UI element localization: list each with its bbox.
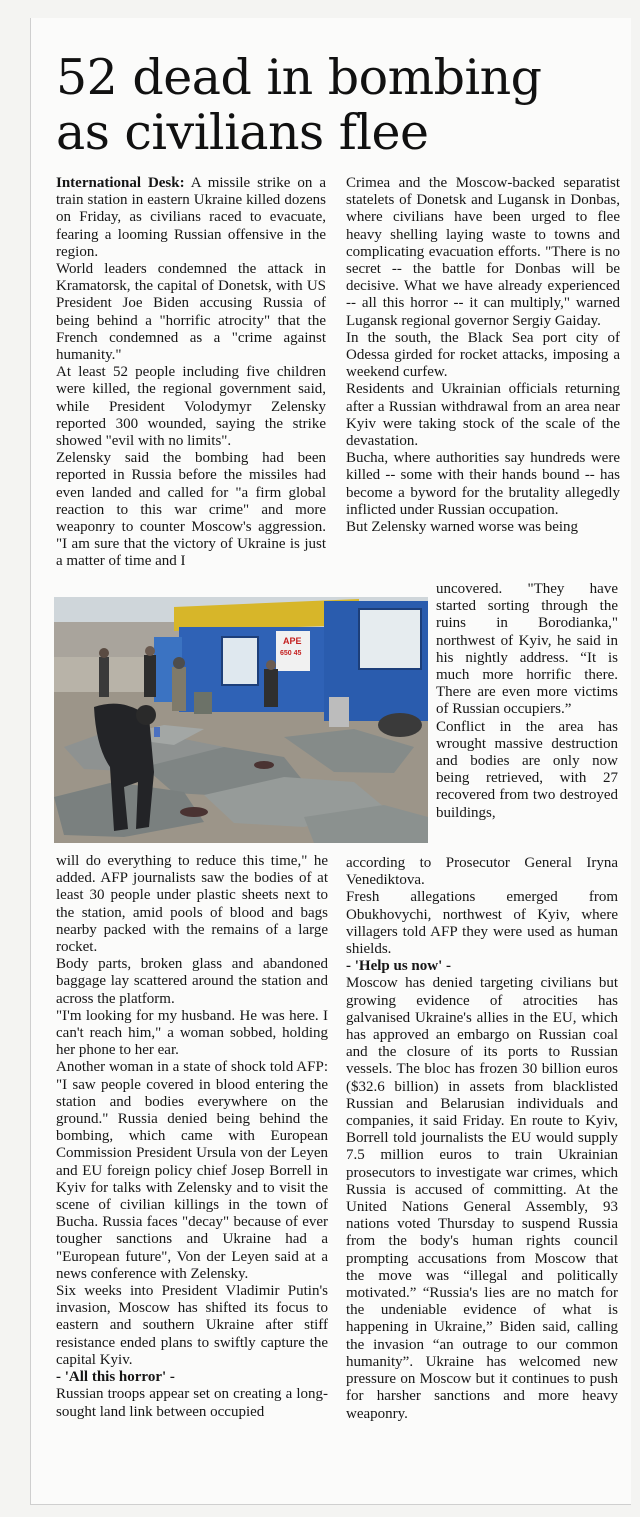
- headline-line-2: as civilians flee: [56, 104, 429, 161]
- column-2-beside-photo: [436, 581, 618, 822]
- kiosk-sign-text: APE: [283, 636, 302, 646]
- paragraph: World leaders condemned the attack in Kramatorsk, the capital of Donetsk, with US President Joe Biden accusing Russia of being behind a "horrific atrocity" that the French condemned as a "crime against humanity.": [56, 261, 326, 364]
- paragraph: At least 52 people including five children were killed, the regional government said, while President Volodymyr Zelensky reported 300 wounded, saying the strike showed "evil with no limits".: [56, 364, 326, 450]
- paragraph: Residents and Ukrainian officials returning after a Russian withdrawal from an area near Kyiv were taking stock of the scale of the devastation.: [346, 381, 620, 450]
- column-1-upper: [56, 175, 326, 571]
- news-photo: [54, 597, 428, 843]
- paragraph: Conflict in the area has wrought massive destruction and bodies are only now being retrieved, with 27 recovered from two destroyed buildings,: [436, 718, 618, 821]
- subhead-help-us-now: - 'Help us now' -: [346, 958, 452, 975]
- paragraph: according to Prosecutor General Iryna Venediktova.: [346, 855, 618, 889]
- paragraph: Six weeks into President Vladimir Putin's invasion, Moscow has shifted its focus to eastern and southern Ukraine after stiff resistance ended plans to swiftly capture the capital Kyiv.: [56, 1283, 328, 1368]
- subhead-all-this-horror: - 'All this horror' -: [56, 1369, 175, 1386]
- column-2-upper: [346, 175, 620, 536]
- paragraph: "I'm looking for my husband. He was here. I can't reach him," a woman sobbed, holding her phone to her ear.: [56, 1007, 328, 1059]
- paragraph: Crimea and the Moscow-backed separatist statelets of Donetsk and Lugansk in Donbas, where civilians have been urged to flee heavy shelling laying waste to towns and complicating evacuation efforts. "There is no secret -- the battle for Donbas will be decisive. What we have already experienced -- all this horror -- it can multiply," warned Lugansk regional governor Sergiy Gaiday.: [346, 175, 620, 329]
- paragraph: Moscow has denied targeting civilians but growing evidence of atrocities has galvanised Ukraine's allies in the EU, which has approved an embargo on Russian coal and the closure of its ports to Russian vessels. The bloc has frozen 30 billion euros ($32.6 billion) in assets from blacklisted Russian and Belarusian individuals and companies, it said Friday. En route to Kyiv, Borrell told journalists the EU would supply 7.5 million euros to train Ukrainian prosecutors to investigate war crimes, which Russia is accused of committing. At the United Nations General Assembly, 93 nations voted Thursday to suspend Russia from the body's human rights council prompting accusations from Moscow that the move was “illegal and politically motivated.” “Russia's lies are no match for the undeniable evidence of what is happening in Ukraine,” Biden said, calling the invasion “an outrage to our common humanity”. Ukraine has welcomed new pressure on Moscow but it continues to push for harsher sanctions and more heavy weaponry.: [346, 975, 618, 1422]
- column-2-lower: [346, 855, 618, 1423]
- paragraph: Russian troops appear set on creating a long-sought land link between occupied: [56, 1386, 328, 1420]
- paragraph: In the south, the Black Sea port city of Odessa girded for rocket attacks, imposing a weekend curfew.: [346, 329, 620, 381]
- headline: [56, 50, 542, 160]
- paragraph: Fresh allegations emerged from Obukhovychi, northwest of Kyiv, where villagers told AFP they were used as human shields.: [346, 889, 618, 958]
- paragraph: Another woman in a state of shock told AFP: "I saw people covered in blood entering the station and bodies everywhere on the ground." Russia denied being behind the bombing, which came with European Commission President Ursula von der Leyen and EU foreign policy chief Josep Borrell in Kyiv for talks with Zelensky and to visit the scene of civilian killings in the town of Bucha. Russia faces "decay" because of ever tougher sanctions and Ukraine had a "European future", Von der Leyen said at a news conference with Zelensky.: [56, 1059, 328, 1282]
- paragraph: But Zelensky warned worse was being: [346, 519, 579, 536]
- column-1-lower: [56, 853, 328, 1421]
- headline-line-1: 52 dead in bombing: [56, 49, 542, 106]
- paragraph: Bucha, where authorities say hundreds were killed -- some with their hands bound -- has become a byword for the brutality allegedly inflicted under Russian occupation.: [346, 450, 620, 518]
- byline: International Desk:: [56, 175, 185, 191]
- kiosk-sign-number: 650 45: [280, 650, 302, 657]
- paragraph: uncovered. "They have started sorting through the ruins in Borodianka," northwest of Kyiv, he said in his nightly address. “It is much more horrific there. There are even more victims of Russian occupiers.”: [436, 581, 618, 718]
- paragraph: International Desk: A missile strike on a train station in eastern Ukraine killed dozens on Friday, as civilians raced to evacuate, fearing a looming Russian offensive in the region.: [56, 175, 327, 260]
- paragraph: Body parts, broken glass and abandoned baggage lay scattered around the station and across the platform.: [56, 956, 328, 1007]
- paragraph: Zelensky said the bombing had been reported in Russia before the missiles had even landed and called for "a firm global reaction to this war crime" and more weaponry to counter Moscow's aggression. "I am sure that the victory of Ukraine is just a matter of time and I: [56, 450, 326, 570]
- paragraph: will do everything to reduce this time," he added. AFP journalists saw the bodies of at least 30 people under plastic sheets next to the station, amid pools of blood and bags nearby packed with the remains of a large rocket.: [56, 853, 328, 956]
